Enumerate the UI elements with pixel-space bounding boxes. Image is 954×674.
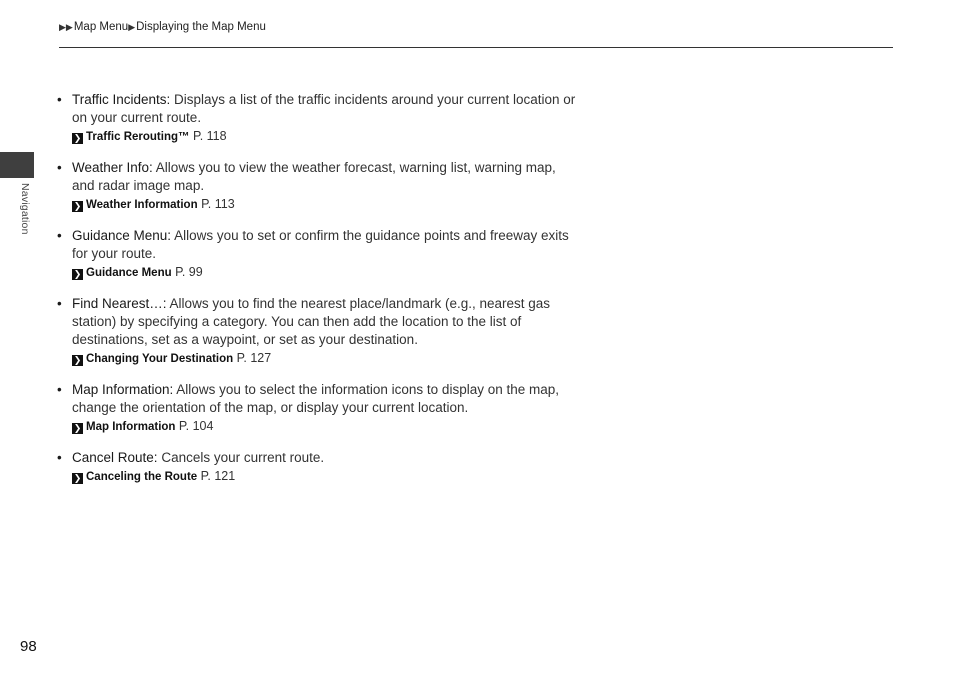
bullet-icon: • <box>57 450 62 465</box>
item-term: Guidance Menu: <box>72 228 172 243</box>
reference-arrow-icon: ❯ <box>73 423 82 433</box>
reference-link[interactable]: Changing Your Destination <box>86 353 234 365</box>
item-description: Cancels your current route. <box>157 450 325 465</box>
reference-page: P. 104 <box>175 419 214 433</box>
reference-link[interactable]: Guidance Menu <box>86 267 172 279</box>
reference-page: P. 113 <box>197 197 235 211</box>
item-description: Allows you to select the information icons to display on the map, change the orientation of the map, or display your current location. <box>72 382 560 415</box>
item-description: Allows you to set or confirm the guidance points and freeway exits for your route. <box>72 228 569 261</box>
reference-arrow-icon: ❯ <box>73 133 82 143</box>
list-item <box>57 295 577 367</box>
cross-reference[interactable] <box>72 418 577 435</box>
header-rule <box>59 47 893 48</box>
reference-arrow-icon: ❯ <box>73 473 82 483</box>
bullet-icon: • <box>57 228 62 243</box>
list-item <box>57 159 577 213</box>
reference-link[interactable]: Weather Information <box>86 199 198 211</box>
list-item <box>57 91 577 145</box>
breadcrumb-level2[interactable]: Displaying the Map Menu <box>136 21 266 33</box>
cross-reference[interactable] <box>72 350 577 367</box>
item-description: Displays a list of the traffic incidents around your current location or on your current route. <box>72 92 576 125</box>
item-description: Allows you to find the nearest place/landmark (e.g., nearest gas station) by specifying a category. You can then add the location to the list of destinations, set as a waypoint, or set as your destination. <box>72 296 551 347</box>
reference-arrow-icon: ❯ <box>73 201 82 211</box>
reference-page: P. 99 <box>171 265 203 279</box>
section-label: Navigation <box>19 183 31 235</box>
reference-arrow-icon: ❯ <box>73 355 82 365</box>
list-item <box>57 227 577 281</box>
item-term: Map Information: <box>72 382 174 397</box>
bullet-icon: • <box>57 296 62 311</box>
cross-reference[interactable] <box>72 468 577 485</box>
bullet-icon: • <box>57 92 62 107</box>
reference-link[interactable]: Canceling the Route <box>86 471 198 483</box>
bullet-icon: • <box>57 160 62 175</box>
reference-page: P. 118 <box>189 129 227 143</box>
reference-page: P. 121 <box>197 469 236 483</box>
breadcrumb-separator-icon: ▶ <box>128 22 136 32</box>
reference-link[interactable]: Traffic Rerouting™ <box>86 131 190 143</box>
item-term: Weather Info: <box>72 160 153 175</box>
page-number: 98 <box>20 638 37 655</box>
reference-page: P. 127 <box>233 351 272 365</box>
breadcrumb-marker-icon: ▶▶ <box>59 22 73 32</box>
reference-arrow-icon: ❯ <box>73 269 82 279</box>
cross-reference[interactable] <box>72 128 577 145</box>
list-item <box>57 381 577 435</box>
menu-item-list <box>57 91 577 499</box>
cross-reference[interactable] <box>72 196 577 213</box>
bullet-icon: • <box>57 382 62 397</box>
list-item <box>57 449 577 485</box>
item-term: Traffic Incidents: <box>72 92 171 107</box>
section-tab <box>0 152 34 178</box>
breadcrumb <box>59 21 266 33</box>
item-term: Cancel Route: <box>72 450 158 465</box>
item-term: Find Nearest…: <box>72 296 167 311</box>
breadcrumb-level1[interactable]: Map Menu <box>73 21 129 33</box>
item-description: Allows you to view the weather forecast, warning list, warning map, and radar image map. <box>72 160 556 193</box>
reference-link[interactable]: Map Information <box>86 421 176 433</box>
cross-reference[interactable] <box>72 264 577 281</box>
